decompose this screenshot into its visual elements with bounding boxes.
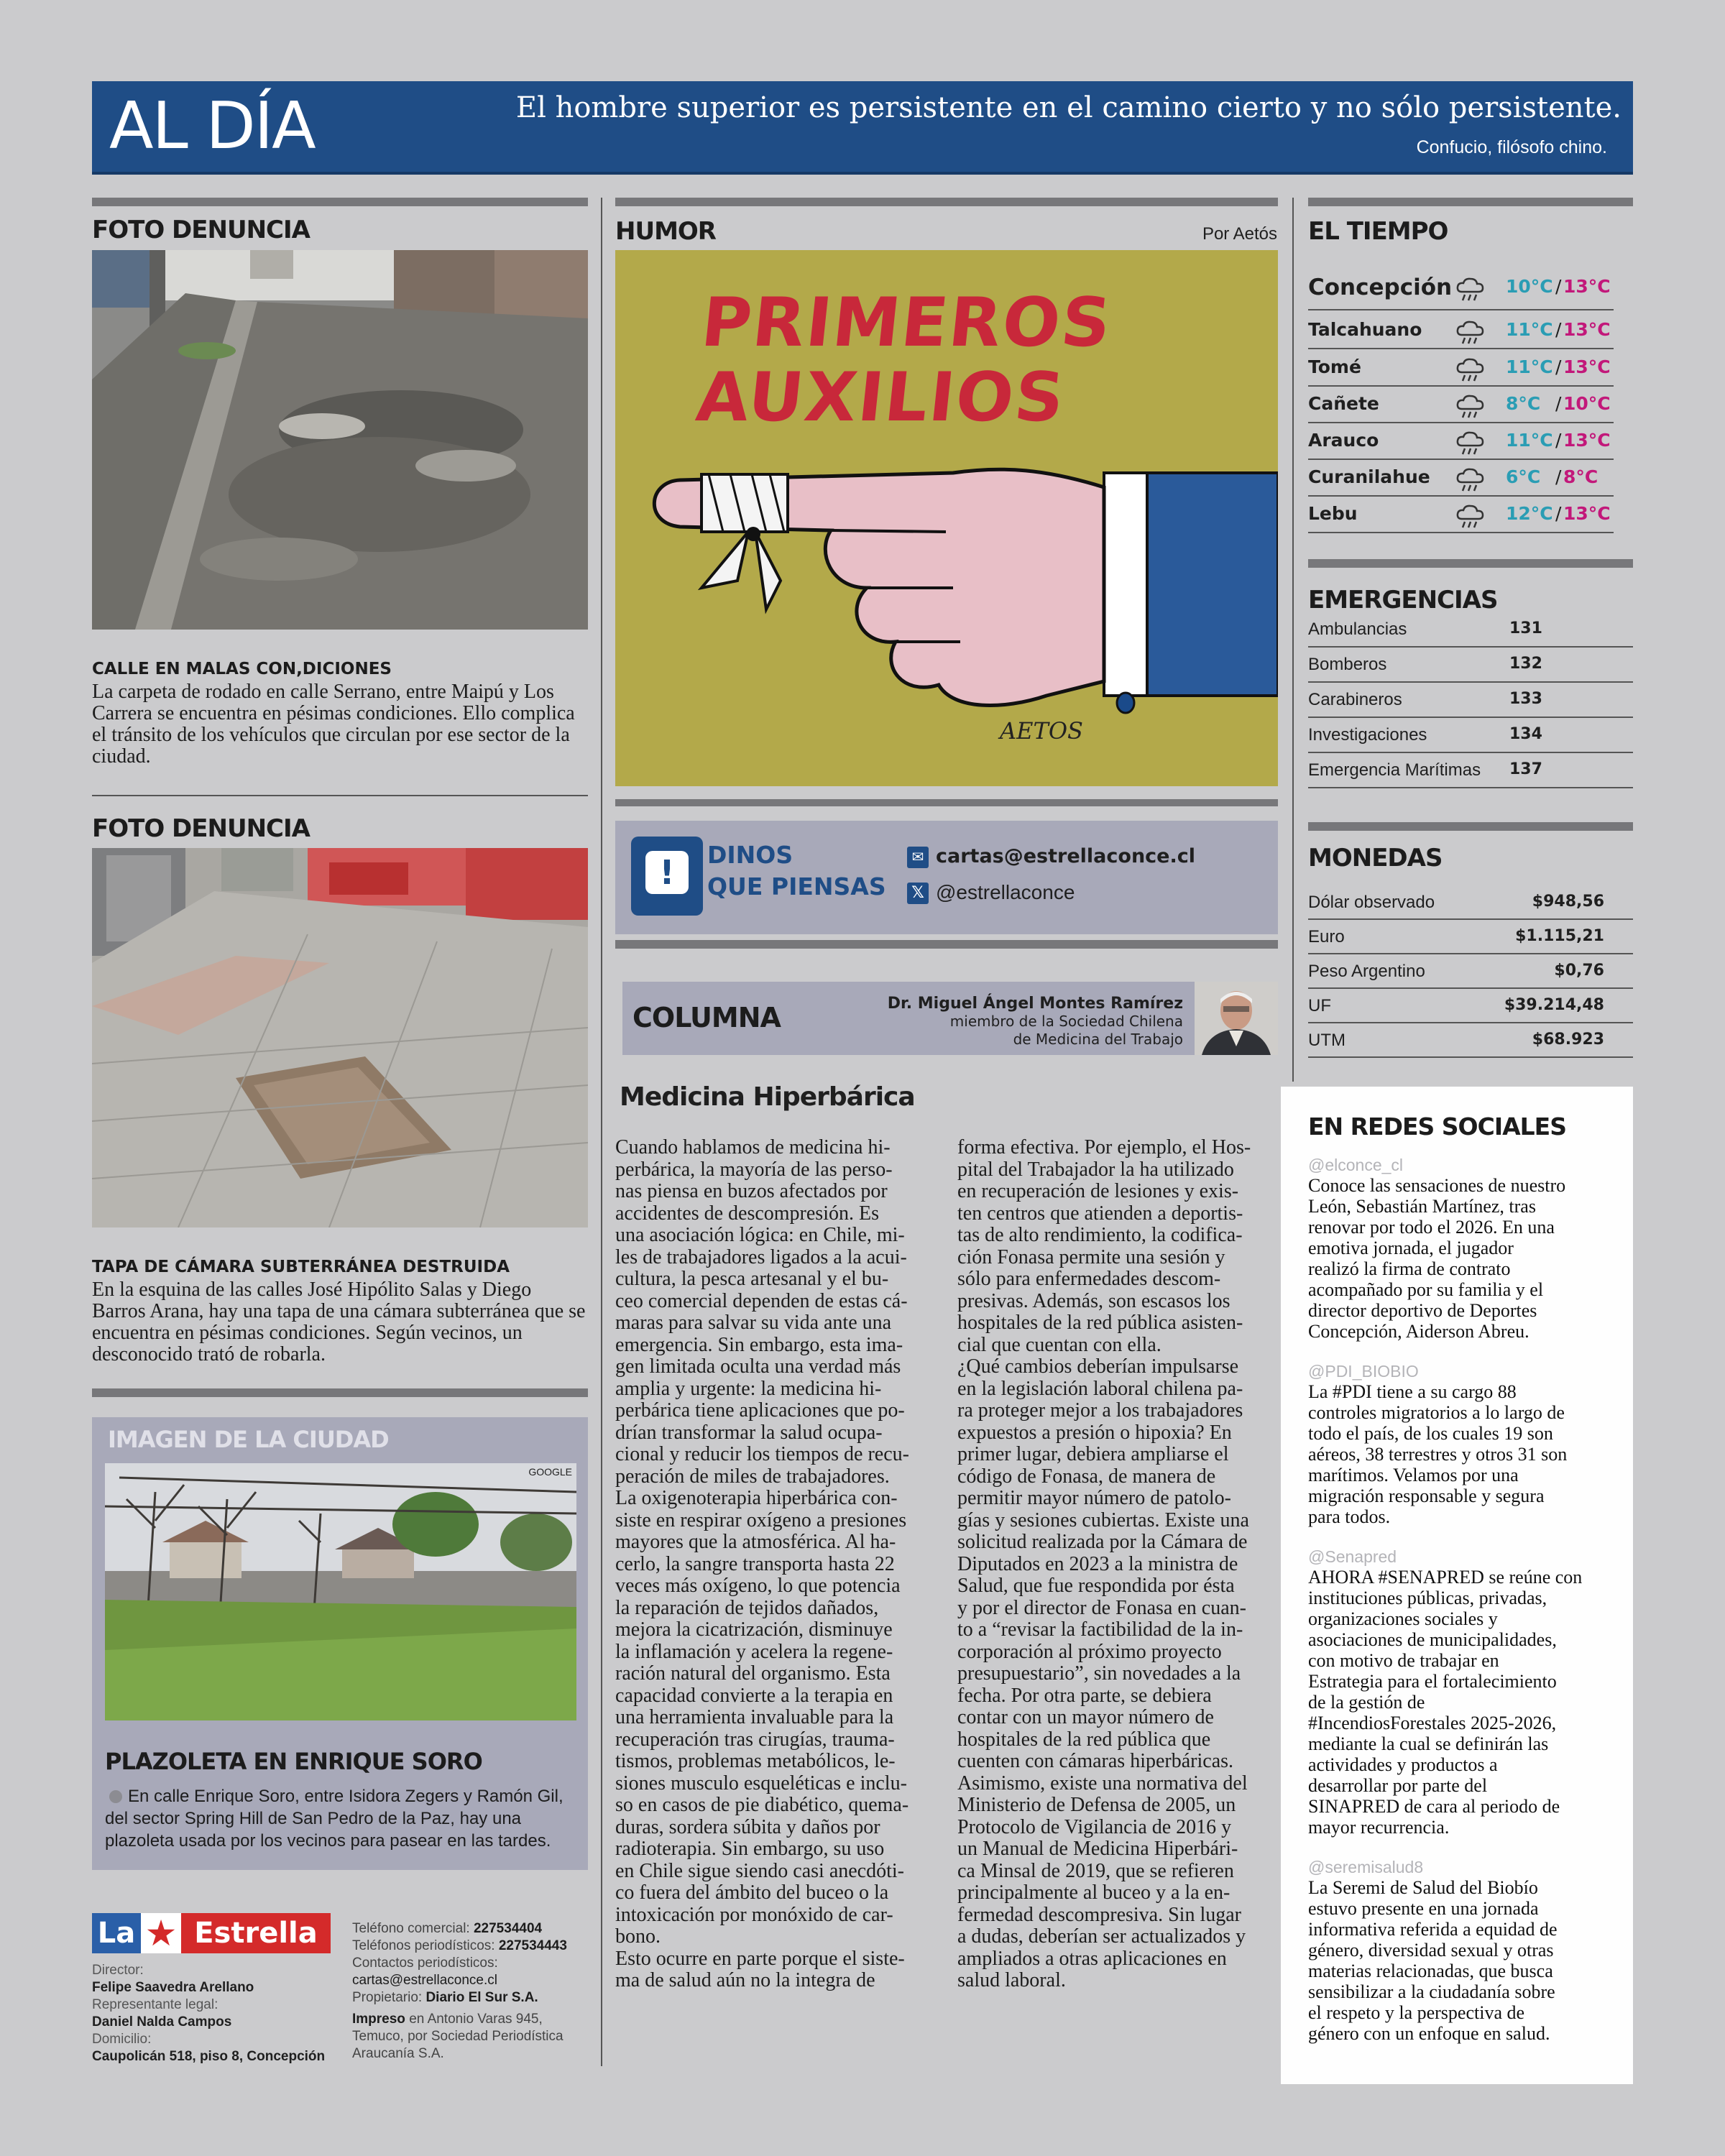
temp-separator: /	[1555, 430, 1562, 451]
columna-line: ción Fonasa permite una sesión y	[957, 1245, 1225, 1268]
section-divider	[92, 198, 588, 206]
social-post-line: SINAPRED de cara al periodo de	[1308, 1796, 1560, 1817]
columna-line: salud laboral.	[957, 1969, 1066, 1991]
columna-line: co fuera del ámbito del buceo o la	[615, 1881, 889, 1904]
bandaged-finger-icon	[615, 250, 1278, 786]
tel-per: 227534443	[498, 1938, 567, 1953]
emergency-name: Investigaciones	[1308, 725, 1427, 745]
header-quote: El hombre superior es persistente en el camino cierto y no sólo persistente.	[515, 91, 1622, 124]
columna-line: peración de miles de trabajadores.	[615, 1465, 890, 1488]
columna-line: un Manual de Medicina Hiperbári-	[957, 1838, 1238, 1860]
column-divider	[601, 198, 602, 2066]
weather-row	[1308, 387, 1614, 423]
temp-separator: /	[1555, 466, 1562, 487]
social-post-line: informativa referida a equidad de	[1308, 1919, 1558, 1940]
redes-heading: EN REDES SOCIALES	[1308, 1112, 1566, 1141]
temp-min: 8°C	[1506, 393, 1541, 414]
columna-line: nas piensa en buzos afectados por	[615, 1180, 888, 1202]
rain-cloud-icon	[1455, 277, 1486, 302]
temp-separator: /	[1555, 356, 1562, 377]
columna-line: tas de alto rendimiento, la codifica-	[957, 1224, 1243, 1246]
social-post-line: el respeto y la perspectiva de	[1308, 2002, 1525, 2023]
columna-line: mayores que la atmosférica. Al ha-	[615, 1531, 896, 1553]
columna-line: presivas. Además, son escasos los	[957, 1289, 1230, 1312]
social-post	[1308, 1362, 1624, 1527]
cartoon-panel	[615, 250, 1278, 786]
social-post-line: emotiva jornada, el jugador	[1308, 1238, 1514, 1258]
emergency-name: Carabineros	[1308, 690, 1402, 709]
social-post-line: La Seremi de Salud del Biobío	[1308, 1877, 1538, 1898]
columna-line: ¿Qué cambios deberían impulsarse	[957, 1355, 1239, 1378]
weather-row	[1308, 313, 1614, 349]
social-post-line: AHORA #SENAPRED se reúne con	[1308, 1567, 1583, 1588]
rain-cloud-icon	[1455, 431, 1486, 456]
cartoon-signature: AETOS	[1000, 717, 1083, 745]
weather-row	[1308, 461, 1614, 497]
columna-role-2: de Medicina del Trabajo	[1013, 1031, 1183, 1048]
dinos-box	[615, 821, 1278, 934]
social-post-line: marítimos. Velamos por una	[1308, 1465, 1519, 1485]
temp-separator: /	[1555, 503, 1562, 524]
owner: Diario El Sur S.A.	[426, 1990, 538, 2005]
columna-line: cerlo, la sangre transporta hasta 22	[615, 1552, 895, 1575]
author-avatar	[1195, 982, 1278, 1055]
cartoon-line-2: AUXILIOS	[692, 359, 1070, 437]
section-divider	[615, 799, 1278, 806]
weather-row	[1308, 497, 1614, 533]
columna-line: duras, sordera súbita y daños por	[615, 1815, 880, 1838]
logo-la: La	[92, 1913, 141, 1953]
columna-line: en la legislación laboral chilena pa-	[957, 1377, 1243, 1400]
owner-label: Propietario:	[352, 1990, 423, 2005]
columna-line: expuestos a presión o hipoxia? En	[957, 1421, 1232, 1444]
humor-credit: Por Aetós	[1202, 224, 1277, 244]
social-post-line: desarrollar por parte del	[1308, 1775, 1488, 1796]
social-handle[interactable]: @Senapred	[1308, 1547, 1397, 1566]
emergency-number: 132	[1509, 655, 1542, 673]
social-post-line: León, Sebastián Martínez, tras	[1308, 1196, 1536, 1217]
social-post	[1308, 1547, 1624, 1838]
rain-cloud-icon	[1455, 395, 1486, 419]
temp-max: 13°C	[1563, 356, 1611, 377]
foto1-heading: FOTO DENUNCIA	[92, 216, 310, 244]
columna-line: tismos, problemas metabólicos, le-	[615, 1750, 896, 1772]
columna-line: la inflamación y acelera la regene-	[615, 1640, 893, 1663]
columna-role-1: miembro de la Sociedad Chilena	[949, 1013, 1183, 1030]
section-header	[92, 81, 1633, 175]
tel-com-label: Teléfono comercial:	[352, 1921, 470, 1936]
social-post-line: Conoce las sensaciones de nuestro	[1308, 1175, 1566, 1196]
social-post	[1308, 1156, 1624, 1342]
weather-city: Arauco	[1308, 430, 1379, 451]
columna-line: hospitales de la red pública que	[957, 1728, 1211, 1751]
columna-line: amplia y urgente: la medicina hi-	[615, 1377, 882, 1400]
emergency-number: 133	[1509, 690, 1542, 708]
currency-row	[1308, 885, 1633, 920]
columna-line: cial que cuentan con ella.	[957, 1333, 1162, 1356]
dinos-x-handle[interactable]: @estrellaconce	[936, 881, 1075, 903]
monedas-heading: MONEDAS	[1308, 844, 1443, 872]
columna-line: solicitud realizada por la Cámara de	[957, 1531, 1248, 1553]
contact-email[interactable]: cartas@estrellaconce.cl	[352, 1973, 497, 1988]
columna-line: Salud, que fue respondida por ésta	[957, 1575, 1235, 1597]
section-divider	[1308, 198, 1633, 206]
columna-line: forma efectiva. Por ejemplo, el Hos-	[957, 1136, 1251, 1158]
columna-col-1	[615, 1137, 937, 1992]
weather-city: Lebu	[1308, 503, 1358, 524]
columna-line: veces más oxígeno, lo que potencia	[615, 1575, 901, 1597]
temp-min: 11°C	[1506, 430, 1553, 451]
temp-max: 13°C	[1563, 503, 1611, 524]
columna-line: Cuando hablamos de medicina hi-	[615, 1136, 891, 1158]
humor-heading: HUMOR	[615, 217, 716, 246]
social-post-line: Estrategia para el fortalecimiento	[1308, 1671, 1557, 1692]
rain-cloud-icon	[1455, 468, 1486, 492]
social-post-line: renovar por todo el 2026. En una	[1308, 1217, 1555, 1238]
divider	[92, 795, 588, 796]
imagen-heading: IMAGEN DE LA CIUDAD	[108, 1426, 389, 1453]
columna-line: drían transformar la salud ocupa-	[615, 1421, 883, 1444]
director-label: Director:	[92, 1963, 144, 1978]
social-post-line: materias relacionadas, que busca	[1308, 1961, 1553, 1981]
rain-cloud-icon	[1455, 505, 1486, 529]
foto1-caption-title: CALLE EN MALAS CON,DICIONES	[92, 660, 392, 678]
columna-line: La oxigenoterapia hiperbárica con-	[615, 1487, 898, 1509]
columna-line: ceo comercial dependen de estas cá-	[615, 1289, 908, 1312]
social-handle[interactable]: @seremisalud8	[1308, 1858, 1424, 1876]
social-post-line: #IncendiosForestales 2025-2026,	[1308, 1713, 1557, 1733]
columna-line: Ministerio de Defensa de 2005, un	[957, 1794, 1236, 1816]
columna-line: principalmente al buceo y a la en-	[957, 1881, 1230, 1904]
weather-row	[1308, 424, 1614, 460]
currency-value: $1.115,21	[1515, 927, 1604, 945]
print-text: en Antonio Varas 945, Temuco, por Sociedad Periodística Araucanía S.A.	[352, 2012, 564, 2061]
social-post-line: director deportivo de Deportes	[1308, 1300, 1537, 1321]
columna-line: cional y reducir los tiempos de recu-	[615, 1443, 909, 1465]
columna-line: fecha. Por otra parte, se debiera	[957, 1684, 1212, 1707]
columna-line: ma de salud aún no la integra de	[615, 1969, 875, 1991]
dinos-title	[707, 839, 886, 903]
rep-label: Representante legal:	[92, 1997, 218, 2012]
columna-line: sólo para enfermedades descom-	[957, 1268, 1221, 1290]
emergency-name: Bomberos	[1308, 655, 1387, 674]
tel-com: 227534404	[473, 1921, 543, 1936]
columna-line: Diputados en 2023 a la ministra de	[957, 1552, 1238, 1575]
columna-line: una asociación lógica: en Chile, mi-	[615, 1224, 905, 1246]
columna-line: cuenten con cámaras hiperbáricas.	[957, 1750, 1234, 1772]
weather-city: Concepción	[1308, 275, 1453, 300]
social-post-line: de la gestión de	[1308, 1692, 1425, 1713]
weather-city: Cañete	[1308, 393, 1379, 414]
mail-icon: ✉	[907, 847, 929, 868]
social-post-line: para todos.	[1308, 1506, 1391, 1527]
social-post-line: estuvo presente en una jornada	[1308, 1898, 1539, 1919]
columna-line: mejora la cicatrización, disminuye	[615, 1618, 893, 1641]
weather-city: Curanilahue	[1308, 466, 1430, 487]
emergency-row	[1308, 683, 1633, 718]
columna-line: pital del Trabajador la ha utilizado	[957, 1158, 1234, 1181]
social-post-line: organizaciones sociales y	[1308, 1608, 1498, 1629]
social-post-line: género con un enfoque en salud.	[1308, 2023, 1550, 2044]
columna-line: les de trabajadores ligados a la acui-	[615, 1245, 907, 1268]
currency-row	[1308, 1023, 1633, 1058]
columna-line: y por el director de Fonasa en cuan-	[957, 1596, 1246, 1619]
social-post-line: asociaciones de municipalidades,	[1308, 1629, 1557, 1650]
redes-panel	[1281, 1087, 1633, 2084]
social-post-line: mayor recurrencia.	[1308, 1817, 1450, 1838]
columna-line: permitir mayor número de patolo-	[957, 1487, 1231, 1509]
social-post-line: género, diversidad sexual y otras	[1308, 1940, 1554, 1961]
temp-separator: /	[1555, 276, 1562, 297]
imagen-text-body: En calle Enrique Soro, entre Isidora Zegers y Ramón Gil, del sector Spring Hill de San Pedro de la Paz, hay una plazoleta usada por los vecinos para pasear en las tardes.	[105, 1787, 564, 1851]
currency-value: $0,76	[1554, 962, 1604, 980]
social-post-line: La #PDI tiene a su cargo 88	[1308, 1381, 1517, 1402]
imagen-text	[105, 1785, 572, 1852]
social-post-line: realizó la firma de contrato	[1308, 1258, 1511, 1279]
social-post-line: actividades y productos a	[1308, 1754, 1498, 1775]
dom-label: Domicilio:	[92, 2032, 152, 2047]
foto2-caption-text: En la esquina de las calles José Hipólito Salas y Diego Barros Arana, hay una tapa de una cámara subterránea que se encuentra en pésimas condiciones. Según vecinos, un desconocido trató de robarla.	[92, 1279, 586, 1365]
currency-value: $948,56	[1532, 893, 1604, 911]
rain-cloud-icon	[1455, 321, 1486, 345]
columna-line: ca Minsal de 2019, que se refieren	[957, 1859, 1234, 1882]
foto2-heading: FOTO DENUNCIA	[92, 814, 310, 843]
la-estrella-logo	[92, 1913, 329, 1953]
columna-line: en recuperación de lesiones y exis-	[957, 1180, 1239, 1202]
emergency-number: 134	[1509, 725, 1542, 743]
director-name: Felipe Saavedra Arellano	[92, 1980, 254, 1995]
x-logo-icon: 𝕏	[907, 883, 929, 904]
columna-line: siste en respirar oxígeno a presiones	[615, 1508, 907, 1531]
foto2-caption-title: TAPA DE CÁMARA SUBTERRÁNEA DESTRUIDA	[92, 1258, 510, 1276]
columna-line: ra proteger mejor a los trabajadores	[957, 1399, 1243, 1422]
columna-line: capacidad convierte a la terapia en	[615, 1684, 893, 1707]
columna-line: fermedad descompresiva. Sin lugar	[957, 1903, 1241, 1926]
street-pothole-photo	[92, 250, 588, 630]
emergency-name: Ambulancias	[1308, 619, 1407, 639]
temp-max: 13°C	[1563, 430, 1611, 451]
columna-line: Protocolo de Vigilancia de 2016 y	[957, 1815, 1232, 1838]
photo-credit: GOOGLE	[528, 1466, 572, 1478]
columna-line: intoxicación por monóxido de car-	[615, 1903, 893, 1926]
columna-line: maras para salvar su vida ante una	[615, 1312, 892, 1334]
masthead-staff	[92, 1962, 329, 2065]
section-divider	[615, 940, 1278, 949]
temp-min: 11°C	[1506, 319, 1553, 340]
temp-max: 13°C	[1563, 276, 1611, 297]
columna-title: Medicina Hiperbárica	[620, 1082, 915, 1112]
temp-max: 8°C	[1563, 466, 1598, 487]
weather-city: Tomé	[1308, 356, 1361, 377]
dom-value: Caupolicán 518, piso 8, Concepción	[92, 2049, 326, 2064]
currency-row	[1308, 954, 1633, 989]
imagen-box	[92, 1417, 588, 1870]
columna-label: COLUMNA	[632, 1002, 781, 1033]
columna-line: una herramienta invaluable para la	[615, 1706, 894, 1728]
temp-min: 11°C	[1506, 356, 1553, 377]
currency-value: $68.923	[1532, 1031, 1604, 1049]
columna-line: emergencia. Sin embargo, esta ima-	[615, 1333, 903, 1356]
columna-header	[622, 982, 1278, 1055]
currency-row	[1308, 989, 1633, 1023]
currency-row	[1308, 920, 1633, 954]
columna-col-2	[957, 1137, 1279, 1992]
columna-line: en Chile sigue siendo casi anecdóti-	[615, 1859, 904, 1882]
social-post-line: controles migratorios a lo largo de	[1308, 1402, 1565, 1423]
currency-name: UTM	[1308, 1031, 1346, 1050]
section-divider	[1308, 822, 1633, 831]
bullet-icon	[109, 1790, 122, 1803]
temp-min: 12°C	[1506, 503, 1553, 524]
section-divider	[92, 1388, 588, 1397]
currency-name: UF	[1308, 996, 1331, 1015]
columna-line: presupuestario”, sin novedades a la	[957, 1662, 1241, 1685]
social-post-line: acompañado por su familia y el	[1308, 1279, 1544, 1300]
columna-line: la reparación de tejidos dañados,	[615, 1596, 879, 1619]
section-divider	[615, 198, 1278, 206]
dinos-line-1: DINOS	[707, 841, 794, 869]
temp-max: 10°C	[1563, 393, 1611, 414]
columna-line: cultura, la pesca artesanal y el bu-	[615, 1268, 889, 1290]
quote-author: Confucio, filósofo chino.	[1416, 137, 1607, 157]
columna-line: ten centros que atienden a deportis-	[957, 1202, 1243, 1225]
columna-line: perbárica, la mayoría de las perso-	[615, 1158, 893, 1181]
logo-estrella: Estrella	[181, 1913, 331, 1953]
temp-separator: /	[1555, 393, 1562, 414]
columna-line: so en casos de pie diabético, quema-	[615, 1794, 909, 1816]
columna-line: gen limitada oculta una verdad más	[615, 1355, 901, 1378]
imagen-title: PLAZOLETA EN ENRIQUE SORO	[105, 1748, 482, 1775]
temp-max: 13°C	[1563, 319, 1611, 340]
dinos-line-2: QUE PIENSAS	[707, 872, 886, 900]
columna-line: to a “revisar la factibilidad de la in-	[957, 1618, 1243, 1641]
emergency-row	[1308, 648, 1633, 683]
social-post-line: mediante la cual se definirán las	[1308, 1733, 1549, 1754]
tel-per-label: Teléfonos periodísticos:	[352, 1938, 495, 1953]
temp-min: 10°C	[1506, 276, 1553, 297]
columna-line: perbárica tiene aplicaciones que po-	[615, 1399, 905, 1422]
columna-line: Esto ocurre en parte porque el siste-	[615, 1947, 905, 1970]
section-title: AL DÍA	[109, 88, 315, 164]
rep-name: Daniel Nalda Campos	[92, 2014, 232, 2030]
columna-line: a dudas, deberían ser actualizados y	[957, 1925, 1246, 1948]
columna-line: hospitales de la red pública asisten-	[957, 1312, 1243, 1334]
columna-line: ración natural del organismo. Esta	[615, 1662, 891, 1685]
currency-name: Peso Argentino	[1308, 962, 1425, 981]
social-post-line: instituciones públicas, privadas,	[1308, 1588, 1547, 1608]
dinos-email[interactable]: cartas@estrellaconce.cl	[936, 845, 1195, 867]
foto1-caption-text: La carpeta de rodado en calle Serrano, entre Maipú y Los Carrera se encuentra en pésimas condiciones. Ello complica el tránsito de los vehículos que circulan por ese sector de la ciudad.	[92, 681, 575, 768]
masthead-contacts	[352, 1920, 589, 2063]
social-handle[interactable]: @elconce_cl	[1308, 1156, 1404, 1174]
columna-line: siones musculo esqueléticas e inclu-	[615, 1772, 907, 1795]
star-icon: ★	[141, 1913, 181, 1953]
column-divider	[1292, 198, 1294, 1082]
tiempo-heading: EL TIEMPO	[1308, 217, 1448, 246]
columna-line: código de Fonasa, de manera de	[957, 1465, 1216, 1488]
currency-name: Dólar observado	[1308, 893, 1435, 912]
currency-name: Euro	[1308, 927, 1345, 946]
columna-byline	[888, 995, 1183, 1049]
rain-cloud-icon	[1455, 358, 1486, 382]
social-post-line: todo el país, de los cuales 19 son	[1308, 1423, 1553, 1444]
columna-line: ampliados a otras aplicaciones en	[957, 1947, 1227, 1970]
social-post-line: sensibilizar a la ciudadanía sobre	[1308, 1981, 1555, 2002]
social-post	[1308, 1858, 1624, 2044]
temp-min: 6°C	[1506, 466, 1541, 487]
emergencias-heading: EMERGENCIAS	[1308, 586, 1498, 614]
columna-line: radioterapia. Sin embargo, su uso	[615, 1838, 885, 1860]
social-post-line: migración responsable y segura	[1308, 1485, 1545, 1506]
social-post-line: Concepción, Aiderson Abreu.	[1308, 1321, 1530, 1342]
columna-line: corporación al próximo proyecto	[957, 1640, 1222, 1663]
columna-author: Dr. Miguel Ángel Montes Ramírez	[887, 995, 1183, 1013]
emergency-number: 131	[1509, 619, 1542, 637]
emergency-row	[1308, 612, 1633, 648]
emergency-number: 137	[1509, 760, 1542, 778]
columna-line: Asimismo, existe una normativa del	[957, 1772, 1248, 1795]
print-label: Impreso	[352, 2012, 405, 2027]
social-post-line: con motivo de trabajar en	[1308, 1650, 1499, 1671]
section-divider	[1308, 559, 1633, 568]
social-handle[interactable]: @PDI_BIOBIO	[1308, 1362, 1419, 1381]
columna-line: accidentes de descompresión. Es	[615, 1202, 879, 1225]
park-photo	[105, 1463, 576, 1720]
emergency-row	[1308, 718, 1633, 753]
weather-city: Talcahuano	[1308, 319, 1422, 340]
social-post-line: aéreos, 38 terrestres y otros 31 son	[1308, 1444, 1568, 1465]
weather-row	[1308, 267, 1614, 310]
columna-line: contar con un mayor número de	[957, 1706, 1214, 1728]
weather-row	[1308, 351, 1614, 387]
emergency-row	[1308, 753, 1633, 788]
emergency-name: Emergencia Marítimas	[1308, 760, 1481, 780]
cartoon-line-1: PRIMEROS	[697, 284, 1116, 362]
manhole-cover-photo	[92, 848, 588, 1227]
contact-label: Contactos periodísticos:	[352, 1955, 498, 1971]
currency-value: $39.214,48	[1504, 996, 1604, 1014]
columna-line: primer lugar, debiera ampliarse el	[957, 1443, 1229, 1465]
columna-line: recuperación tras cirugías, trauma-	[615, 1728, 895, 1751]
temp-separator: /	[1555, 319, 1562, 340]
columna-line: gías y sesiones cubiertas. Existe una	[957, 1508, 1249, 1531]
columna-line: bono.	[615, 1925, 661, 1948]
speech-bubble-icon: !	[631, 837, 703, 916]
